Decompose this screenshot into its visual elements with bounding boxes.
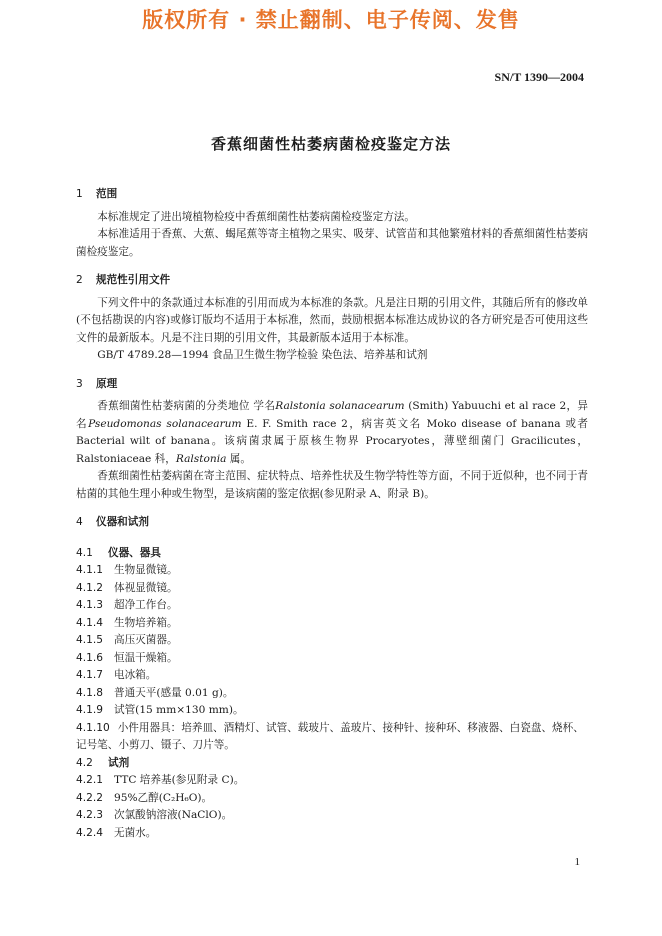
list-item: 4.1.8 普通天平(感量 0.01 g)。 (76, 686, 234, 699)
section-2-reference: GB/T 4789.28—1994 食品卫生微生物学检验 染色法、培养基和试剂 (97, 349, 428, 361)
list-item: 4.2.3 次氯酸钠溶液(NaClO)。 (76, 809, 233, 821)
section-3-heading: 3 原理 (76, 377, 118, 390)
list-item: 4.2.2 95%乙醇(C₂H₆O)。 (76, 791, 213, 804)
list-item: 4.1.4 生物培养箱。 (76, 616, 178, 629)
list-item: 4.2.4 无菌水。 (76, 826, 157, 839)
standard-number: SN/T 1390—2004 (494, 70, 584, 84)
list-item: 4.1.9 试管(15 mm×130 mm)。 (76, 704, 244, 716)
list-item-4-1-10: 4.1.10 小件用器具：培养皿、酒精灯、试管、载玻片、盖玻片、接种针、接种环、移液器、白瓷盘、烧杯、记号笔、小剪刀、镊子、刀片等。 (76, 721, 584, 751)
section-1-para-2: 本标准适用于香蕉、大蕉、蝎尾蕉等寄主植物之果实、吸芽、试管苗和其他繁殖材料的香蕉细菌性枯萎病菌检疫鉴定。 (76, 228, 588, 258)
document-body (76, 186, 588, 842)
section-4-heading: 4 仪器和试剂 (76, 516, 149, 528)
list-item: 4.1.2 体视显微镜。 (76, 581, 178, 594)
list-item: 4.1.7 电冰箱。 (76, 669, 157, 681)
list-item: 4.2.1 TTC 培养基(参见附录 C)。 (76, 774, 245, 786)
section-2-heading: 2 规范性引用文件 (76, 274, 171, 286)
list-item: 4.1.1 生物显微镜。 (76, 564, 178, 576)
list-item: 4.1.6 恒温干燥箱。 (76, 651, 178, 664)
section-2-para-1: 下列文件中的条款通过本标准的引用而成为本标准的条款。凡是注日期的引用文件，其随后所有的修改单(不包括勘误的内容)或修订版均不适用于本标准，然而，鼓励根据本标准达成协议的各方研究是否可使用这些文件的最新版本。凡是不注日期的引用文件，其最新版本适用于本标准。 (76, 296, 588, 344)
section-3-para-2: 香蕉细菌性枯萎病菌在寄主范围、症状特点、培养性状及生物学特性等方面，不同于近似种，也不同于青枯菌的其他生理小种或生物型，是该病菌的鉴定依据(参见附录 A、附录 B)。 (76, 470, 588, 500)
document-title: 香蕉细菌性枯萎病菌检疫鉴定方法 (210, 135, 451, 153)
section-1-para-1: 本标准规定了进出境植物检疫中香蕉细菌性枯萎病菌检疫鉴定方法。 (97, 210, 415, 223)
list-item: 4.1.3 超净工作台。 (76, 599, 178, 611)
section-1-heading: 1 范围 (76, 188, 118, 200)
page-number: 1 (574, 856, 580, 868)
copyright-banner: 版权所有 · 禁止翻制、电子传阅、发售 (142, 8, 520, 32)
subsection-4-2-heading: 4.2 试剂 (76, 756, 130, 769)
section-3-para-1: 香蕉细菌性枯萎病菌的分类地位 学名Ralstonia solanacearum (Smith) Yabuuchi et al race 2，异名Pseudomonas solanacearum E. F. Smith race 2，病害英文名 Moko disease of banana 或者 Bacterial wilt of banana。该病菌隶属于原核生物界 Procaryotes，薄壁细菌门 Gracilicutes，Ralstoniaceae 科，Ralstonia 属。 (76, 400, 589, 465)
subsection-4-1-heading: 4.1 仪器、器具 (76, 546, 161, 559)
list-item: 4.1.5 高压灭菌器。 (76, 634, 178, 646)
